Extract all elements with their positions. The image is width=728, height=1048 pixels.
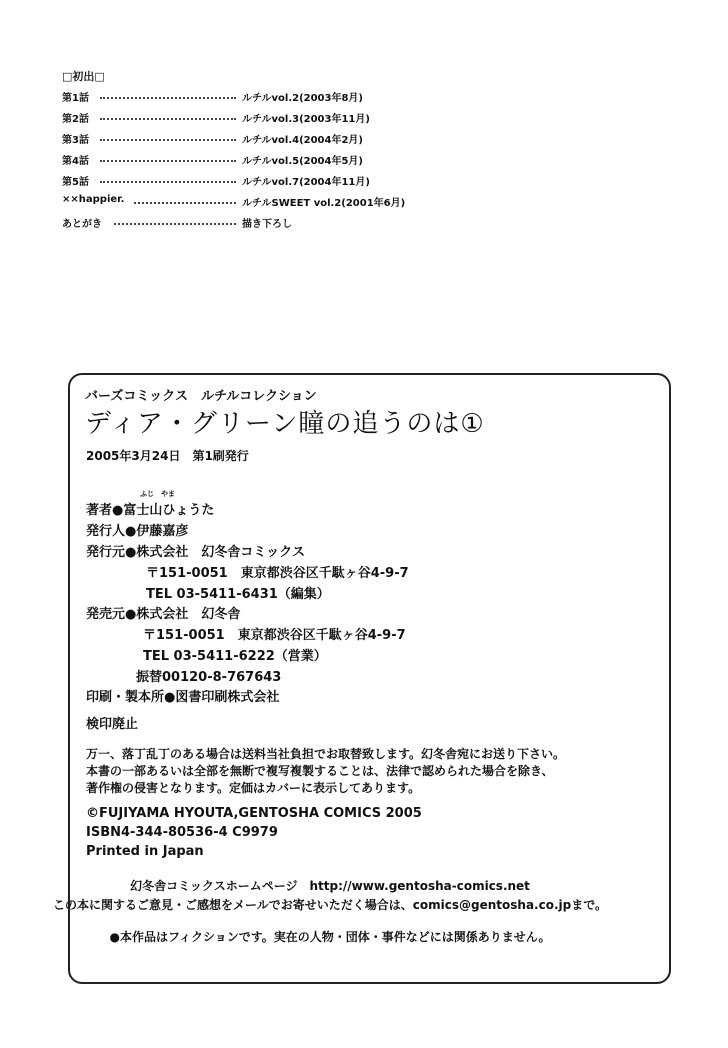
- publisher-tel: TEL 03-5411-6431（編集）: [146, 587, 330, 602]
- episode-row: [62, 194, 422, 210]
- fiction-note: ●本作品はフィクションです。実在の人物・団体・事件などには関係ありません。: [109, 930, 551, 944]
- episode-source: ルチルvol.7(2004年11月): [242, 177, 370, 188]
- leader-dots: [100, 139, 236, 141]
- notice-line: 本書の一部あるいは全部を無断で複写複製することは、法律で認められた場合を除き、: [86, 764, 554, 778]
- distributor-address: 〒151-0051 東京都渋谷区千駄ヶ谷4-9-7: [143, 628, 406, 643]
- episode-row: [62, 131, 422, 147]
- episode-source: ルチルvol.3(2003年11月): [242, 114, 370, 125]
- episode-label: 第1話: [62, 93, 89, 104]
- printer-line: 印刷・製本所●図書印刷株式会社: [86, 690, 280, 705]
- leader-dots: [100, 97, 236, 99]
- episode-source: ルチルSWEET vol.2(2001年6月): [242, 198, 406, 209]
- publisher-line: 発行元●株式会社 幻冬舎コミックス: [86, 545, 305, 560]
- copyright-line: ©FUJIYAMA HYOUTA,GENTOSHA COMICS 2005: [86, 806, 422, 821]
- feedback-line: この本に関するご意見・ご感想をメールでお寄せいただく場合は、comics@gentosha.co.jpまで。: [53, 898, 607, 912]
- publication-date: 2005年3月24日 第1刷発行: [86, 449, 249, 463]
- printed-in-line: Printed in Japan: [86, 844, 204, 859]
- episode-label: ××happier.: [62, 194, 125, 205]
- isbn-line: ISBN4-344-80536-4 C9979: [86, 825, 278, 840]
- episode-label: あとがき: [62, 219, 102, 230]
- notice-line: 万一、落丁乱丁のある場合は送料当社負担でお取替致します。幻冬舎宛にお送り下さい。: [86, 747, 566, 761]
- homepage-line: 幻冬舎コミックスホームページ http://www.gentosha-comics.net: [130, 879, 530, 893]
- leader-dots: [100, 118, 236, 120]
- author-ruby: ふじ やま: [140, 490, 175, 498]
- episode-label: 第2話: [62, 114, 89, 125]
- transfer-account: 振替00120-8-767643: [136, 670, 282, 685]
- first-appearance-title: □初出□: [62, 70, 105, 83]
- book-title: ディア・グリーン瞳の追うのは①: [85, 409, 485, 439]
- issuer-line: 発行人●伊藤嘉彦: [86, 524, 189, 539]
- episode-source: 描き下ろし: [242, 219, 292, 230]
- series-name: バーズコミックス ルチルコレクション: [85, 389, 317, 404]
- episode-label: 第3話: [62, 135, 89, 146]
- distributor-line: 発売元●株式会社 幻冬舎: [86, 607, 241, 622]
- episode-label: 第4話: [62, 156, 89, 167]
- leader-dots: [114, 223, 236, 225]
- notice-line: 著作権の侵害となります。定価はカバーに表示してあります。: [86, 781, 421, 795]
- distributor-tel: TEL 03-5411-6222（営業）: [143, 649, 327, 664]
- leader-dots: [100, 181, 236, 183]
- seal-note: 検印廃止: [86, 717, 139, 732]
- episode-row: [62, 152, 422, 168]
- leader-dots: [134, 202, 236, 204]
- episode-row: [62, 110, 422, 126]
- publisher-address: 〒151-0051 東京都渋谷区千駄ヶ谷4-9-7: [146, 566, 409, 581]
- episode-source: ルチルvol.2(2003年8月): [242, 93, 364, 104]
- episode-row: [62, 89, 422, 105]
- episode-row: [62, 215, 422, 231]
- episode-label: 第5話: [62, 177, 89, 188]
- leader-dots: [100, 160, 236, 162]
- episode-source: ルチルvol.5(2004年5月): [242, 156, 364, 167]
- author-line: 著者●富士山ひょうた: [86, 503, 215, 518]
- episode-row: [62, 173, 422, 189]
- episode-source: ルチルvol.4(2004年2月): [242, 135, 364, 146]
